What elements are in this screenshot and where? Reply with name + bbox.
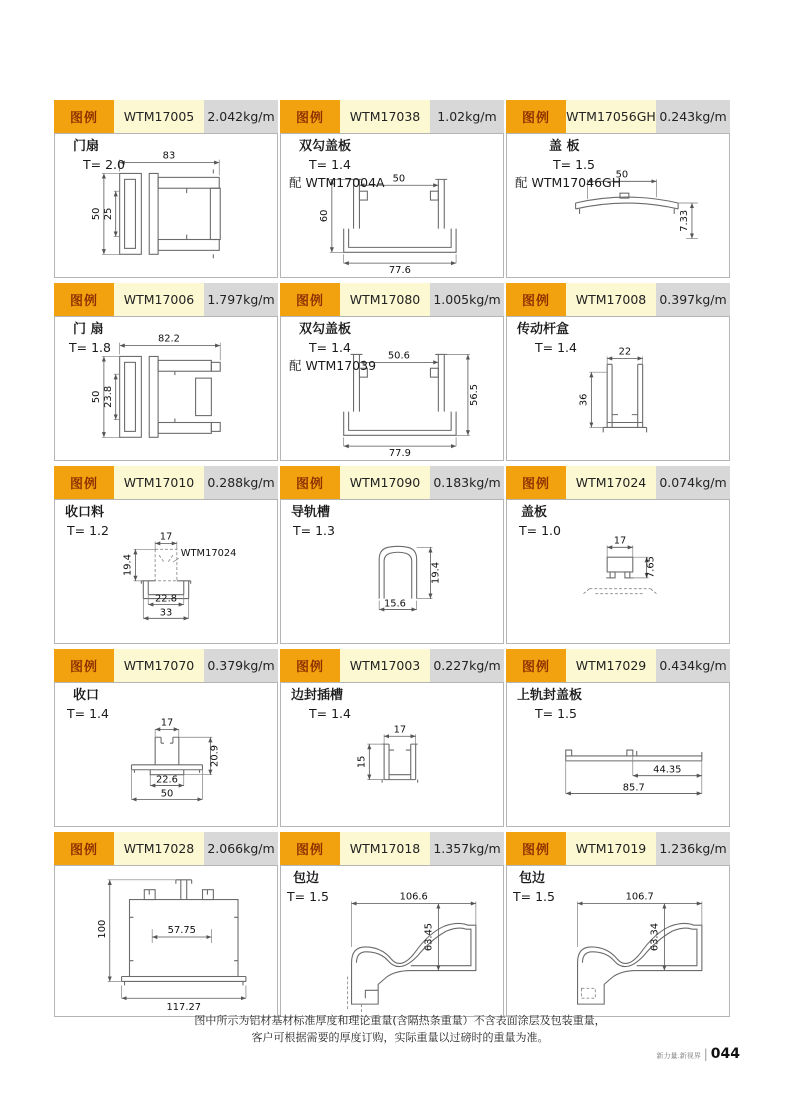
cell-body [280,133,504,278]
legend-badge: 图例 [280,283,340,316]
cell-body [54,682,278,827]
weight-value: 1.005kg/m [430,283,504,316]
dim-label: 63.45 [423,922,435,952]
profile-outline [566,750,702,761]
profile-name: 双勾盖板 [299,322,352,337]
dim-label: 77.9 [388,448,411,458]
legend-badge: 图例 [506,466,566,499]
dim-label: 20.9 [209,744,221,767]
profile-name: 导轨槽 [291,505,331,520]
cell-body [54,499,278,644]
profile-thickness: T= 1.4 [535,340,577,356]
dimension-labels [616,169,690,231]
cell-header [280,283,504,316]
cell-body [506,133,730,278]
dimension-labels [123,531,237,618]
legend-badge: 图例 [54,466,114,499]
profile-thickness: T= 1.5 [287,889,329,905]
dim-label: 50 [392,173,406,185]
profile-thickness: T= 1.4 [309,340,351,356]
model-number: WTM17090 [340,466,430,499]
profile-thickness: T= 1.4 [67,706,109,722]
cell-body [54,865,278,1017]
profile-labels [287,687,351,723]
model-number: WTM17003 [340,649,430,682]
weight-value: 2.042kg/m [204,100,278,133]
dim-label: 50 [160,788,174,800]
profile-cell [54,283,278,461]
profile-thickness: T= 1.4 [309,157,351,173]
model-number: WTM17070 [114,649,204,682]
profile-labels [287,870,329,906]
legend-badge: 图例 [280,466,340,499]
model-number: WTM17024 [566,466,656,499]
dim-label: 106.7 [625,891,654,903]
dim-label: 50 [615,169,629,181]
cell-body [280,316,504,461]
weight-value: 2.066kg/m [204,832,278,865]
brand-slogan: 新力量.新视界 [656,1052,701,1060]
profile-pairing: 配 WTM17046GH [515,174,622,190]
profile-outline [131,737,202,774]
profile-thickness: T= 1.5 [535,706,577,722]
profile-labels [61,687,109,723]
profile-thickness: T= 1.5 [513,889,555,905]
cell-header [54,832,278,865]
brand-divider: | [703,1047,708,1061]
dimension-labels [578,346,631,406]
profile-name: 传动杆盒 [517,322,570,337]
cell-header [280,832,504,865]
dimension-lines [367,734,415,779]
weight-value: 0.397kg/m [656,283,730,316]
dim-label: 50 [90,390,102,404]
dim-label: 7.33 [679,209,691,232]
cell-body [54,316,278,461]
profile-labels [513,504,561,540]
profile-outline [379,546,416,598]
model-number: WTM17018 [340,832,430,865]
profile-cell [506,466,730,644]
profile-name: 包边 [519,871,546,886]
dimension-lines [607,545,648,578]
profile-thickness: T= 1.3 [293,523,335,539]
profile-name: 上轨封盖板 [517,688,583,703]
profile-labels [513,138,621,191]
dim-label: 17 [613,535,627,547]
dimension-labels [384,562,441,610]
profile-cell [280,100,504,278]
profile-name: 包边 [293,871,320,886]
dim-label: 19.4 [122,554,134,577]
profile-outline [120,169,221,258]
weight-value: 1.357kg/m [430,832,504,865]
profile-outline [603,364,646,432]
profile-thickness: T= 1.5 [553,157,595,173]
model-number: WTM17056GH [566,100,656,133]
profile-cell [506,649,730,827]
dimension-lines [330,179,456,263]
profile-labels [513,687,582,723]
dimension-labels [623,765,682,794]
cell-header [280,466,504,499]
cell-body [280,682,504,827]
dim-label: 44.35 [653,764,682,776]
weight-value: 0.243kg/m [656,100,730,133]
profile-name: 收口 [73,688,100,703]
cell-body [54,133,278,278]
profile-pairing: 配 WTM17004A [289,174,385,190]
profile-name: 盖板 [521,505,548,520]
weight-value: 0.379kg/m [204,649,278,682]
profile-cell [280,466,504,644]
dim-label: 106.6 [399,891,428,903]
profile-drawing [55,866,277,1014]
profile-grid [54,100,730,1017]
dim-label: 63.34 [649,922,661,952]
profile-labels [287,504,335,540]
weight-value: 0.227kg/m [430,649,504,682]
dim-label: 100 [96,919,108,939]
profile-cell [54,832,278,1017]
profile-name: 门 扇 [73,322,104,337]
weight-value: 1.236kg/m [656,832,730,865]
dim-label: 57.75 [167,925,196,937]
dim-label: 22.8 [155,593,177,605]
footer-line-1: 图中所示为铝材基材标准厚度和理论重量(含隔热条重量）不含表面涂层及包装重量， [194,1014,606,1027]
profile-thickness: T= 1.0 [519,523,561,539]
dimension-lines [108,880,246,998]
profile-cell [506,832,730,1017]
footer-note [0,1012,800,1046]
dim-label: 50.6 [387,350,410,362]
cell-header [54,649,278,682]
dim-label: 82.2 [157,333,180,345]
model-number: WTM17029 [566,649,656,682]
legend-badge: 图例 [280,649,340,682]
legend-badge: 图例 [54,100,114,133]
dim-label: 19.4 [430,561,442,584]
legend-badge: 图例 [280,100,340,133]
cell-body [280,865,504,1017]
dimension-labels [97,920,201,1013]
legend-badge: 图例 [506,649,566,682]
dim-label: 7.65 [645,556,657,579]
cell-header [280,100,504,133]
legend-badge: 图例 [54,649,114,682]
legend-badge: 图例 [280,832,340,865]
dim-label: 15 [356,755,368,769]
weight-value: 1.797kg/m [204,283,278,316]
legend-badge: 图例 [506,100,566,133]
profile-cell [54,100,278,278]
profile-cell [506,100,730,278]
cell-header [280,649,504,682]
dim-label: 22.6 [156,774,178,786]
weight-value: 0.074kg/m [656,466,730,499]
dim-label: 60 [318,209,330,223]
cell-header [54,283,278,316]
dim-label: 33 [159,607,173,619]
legend-badge: 图例 [54,283,114,316]
profile-thickness: T= 1.4 [309,706,351,722]
legend-badge: 图例 [506,832,566,865]
model-number: WTM17028 [114,832,204,865]
profile-outline [382,744,417,782]
cell-header [506,832,730,865]
profile-name: 边封插槽 [291,688,344,703]
cell-header [506,283,730,316]
model-number: WTM17005 [114,100,204,133]
dim-label: 83 [162,150,176,162]
cell-body [280,499,504,644]
cell-body [506,682,730,827]
dim-label: 25 [102,207,114,221]
weight-value: 0.183kg/m [430,466,504,499]
model-number: WTM17019 [566,832,656,865]
dim-label: 36 [578,393,590,407]
model-number: WTM17008 [566,283,656,316]
dimension-labels [626,892,661,952]
profile-labels [61,138,125,174]
profile-name: 收口料 [65,505,105,520]
weight-value: 1.02kg/m [430,100,504,133]
profile-outline [348,923,476,1013]
profile-name: 盖 板 [549,139,580,154]
dim-label: 23.8 [102,385,114,408]
profile-outline [578,923,702,1004]
cell-body [506,865,730,1017]
profile-cell [280,649,504,827]
legend-badge: 图例 [506,283,566,316]
profile-labels [513,870,555,906]
page-number: 044 [710,1046,740,1062]
dim-label: 17 [159,531,173,543]
profile-labels [287,321,376,374]
dim-label: 85.7 [622,782,645,794]
dim-label: 17 [393,724,407,736]
cell-header [54,466,278,499]
profile-cell [280,832,504,1017]
profile-cell [54,466,278,644]
profile-cell [280,283,504,461]
dim-label: 50 [90,207,102,221]
profile-thickness: T= 2.0 [83,157,125,173]
page-footer-brand [656,1046,740,1062]
dimension-labels [388,350,480,458]
profile-thickness: T= 1.8 [69,340,111,356]
model-number: WTM17080 [340,283,430,316]
cell-body [506,499,730,644]
profile-outline [576,193,679,214]
model-number: WTM17006 [114,283,204,316]
cell-header [506,100,730,133]
cell-body [506,316,730,461]
profile-outline [120,356,221,437]
dimension-labels [400,892,435,952]
profile-labels [61,504,109,540]
dim-label: 77.6 [388,265,411,275]
cell-header [506,649,730,682]
profile-name: 双勾盖板 [299,139,352,154]
dim-label: 117.27 [166,1002,202,1014]
dimension-labels [356,724,406,768]
profile-cell [54,649,278,827]
model-number: WTM17038 [340,100,430,133]
legend-badge: 图例 [54,832,114,865]
profile-labels [287,138,385,191]
dimension-lines [589,356,642,427]
profile-pairing: 配 WTM17039 [289,357,377,373]
profile-name: 门扇 [73,139,100,154]
profile-thickness: T= 1.2 [67,523,109,539]
profile-labels [513,321,577,357]
cell-header [506,466,730,499]
cell-header [54,100,278,133]
dim-label: 15.6 [383,598,406,610]
dim-label: 22 [618,346,632,358]
dim-label: 17 [160,717,174,729]
profile-labels [61,321,111,357]
mating-profile-note: WTM17024 [180,548,237,560]
profile-cell [506,283,730,461]
weight-value: 0.288kg/m [204,466,278,499]
model-number: WTM17010 [114,466,204,499]
weight-value: 0.434kg/m [656,649,730,682]
dim-label: 56.5 [468,383,480,406]
footer-line-2: 客户可根据需要的厚度订购，实际重量以过磅时的重量为准。 [251,1031,549,1045]
